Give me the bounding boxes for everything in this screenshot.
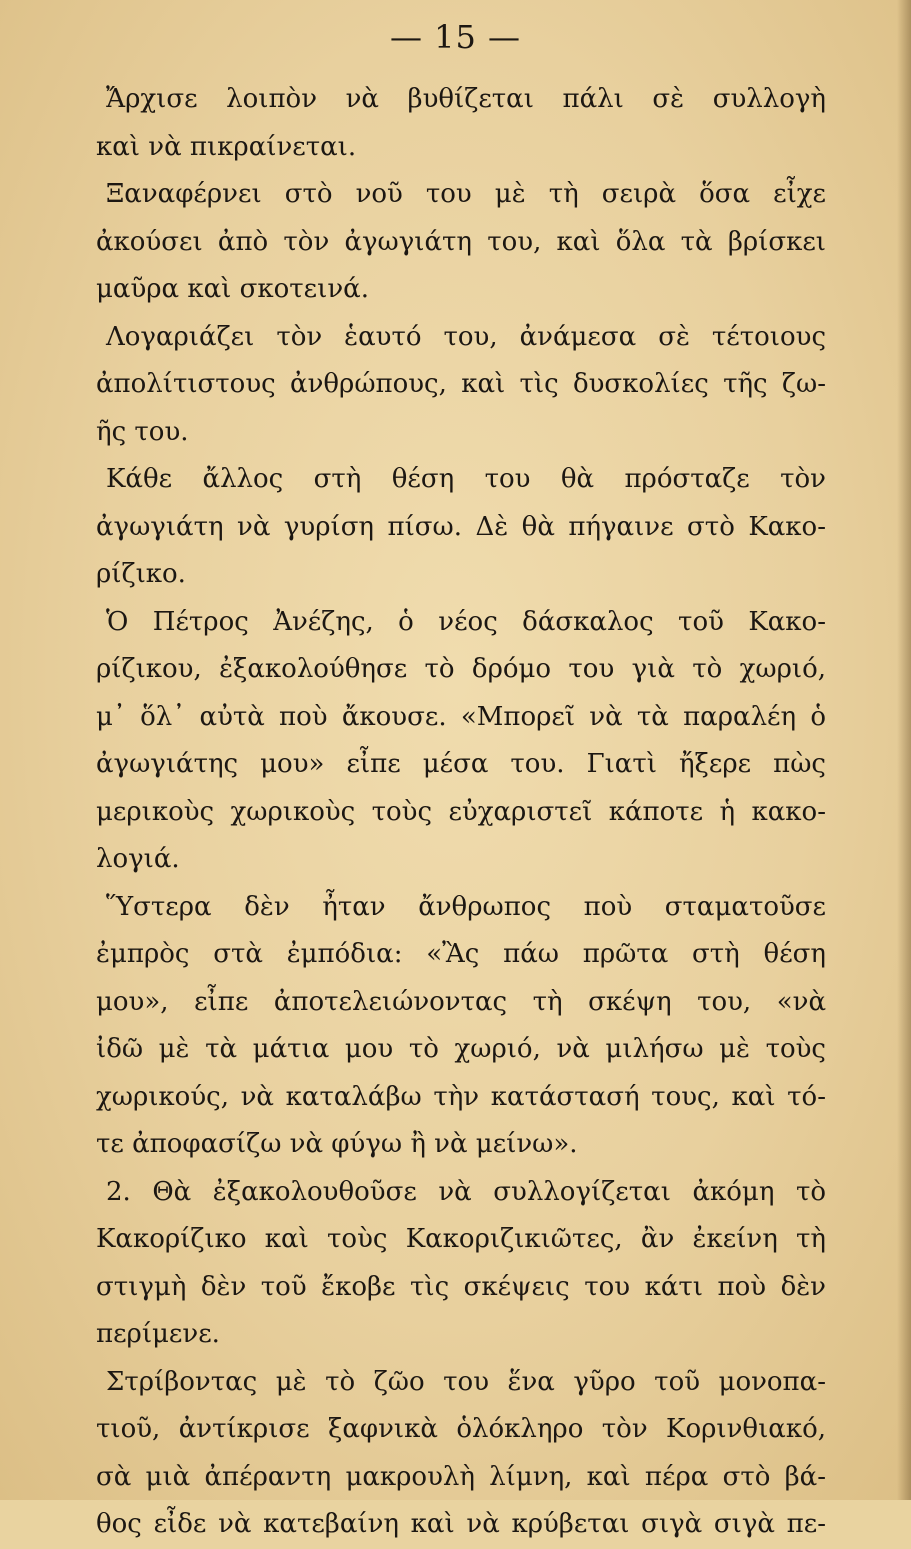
text-line: Στρίβοντας μὲ τὸ ζῶο του ἕνα γῦρο τοῦ μονοπα-	[106, 1366, 826, 1397]
page-edge-shadow	[897, 0, 911, 1500]
text-line: μαῦρα καὶ σκοτεινά.	[96, 274, 369, 304]
text-line: ἀγωγιάτης μου» εἶπε μέσα του. Γιατὶ ἤξερε πὼς	[96, 749, 826, 779]
text-line: ρίζικο.	[96, 559, 186, 589]
text-line: ἐμπρὸς στὰ ἐμπόδια: «Ἂς πάω πρῶτα στὴ θέση	[96, 939, 826, 969]
text-line: 2. Θὰ ἐξακολουθοῦσε νὰ συλλογίζεται ἀκόμη τὸ	[106, 1176, 826, 1207]
text-line: τιοῦ, ἀντίκρισε ξαφνικὰ ὁλόκληρο τὸν Κορινθιακό,	[96, 1414, 826, 1444]
text-line: στιγμὴ δὲν τοῦ ἔκοβε τὶς σκέψεις του κάτι ποὺ δὲν	[96, 1271, 826, 1302]
text-line: Ξαναφέρνει στὸ νοῦ του μὲ τὴ σειρὰ ὅσα εἶχε	[106, 179, 826, 209]
text-line: ἀπολίτιστους ἀνθρώπους, καὶ τὶς δυσκολίες τῆς ζω-	[96, 369, 826, 399]
text-line: ρίζικου, ἐξακολούθησε τὸ δρόμο του γιὰ τὸ χωριό,	[96, 654, 826, 684]
text-line: θος εἶδε νὰ κατεβαίνη καὶ νὰ κρύβεται σιγὰ σιγὰ πε-	[96, 1509, 826, 1539]
text-line: περίμενε.	[96, 1319, 220, 1349]
text-line: καὶ νὰ πικραίνεται.	[96, 131, 357, 162]
text-line: ἰδῶ μὲ τὰ μάτια μου τὸ χωριό, νὰ μιλήσω μὲ τοὺς	[96, 1034, 826, 1064]
text-line: μ᾽ ὅλ᾽ αὐτὰ ποὺ ἄκουσε. «Μπορεῖ νὰ τὰ παραλέη ὁ	[96, 701, 826, 732]
text-line: ἀκούσει ἀπὸ τὸν ἀγωγιάτη του, καὶ ὅλα τὰ βρίσκει	[96, 226, 826, 257]
text-line: τε ἀποφασίζω νὰ φύγω ἢ νὰ μείνω».	[96, 1129, 578, 1159]
text-line: Κακορίζικο καὶ τοὺς Κακοριζικιῶτες, ἂν ἐκείνη τὴ	[96, 1224, 826, 1254]
text-line: μερικοὺς χωρικοὺς τοὺς εὐχαριστεῖ κάποτε ἡ κακο-	[96, 796, 826, 827]
text-line: Ὁ Πέτρος Ἀνέζης, ὁ νέος δάσκαλος τοῦ Κακο-	[106, 606, 826, 637]
text-line: μου», εἶπε ἀποτελειώνοντας τὴ σκέψη του, «νὰ	[96, 986, 826, 1017]
text-line: Λογαριάζει τὸν ἑαυτό του, ἀνάμεσα σὲ τέτοιους	[106, 321, 826, 352]
text-line: ῆς του.	[96, 416, 189, 447]
text-line: λογιά.	[96, 844, 180, 874]
text-line: Κάθε ἄλλος στὴ θέση του θὰ πρόσταζε τὸν	[106, 464, 826, 494]
body-text	[96, 76, 826, 1549]
text-line: Ὕστερα δὲν ἦταν ἄνθρωπος ποὺ σταματοῦσε	[106, 891, 826, 922]
text-line: χωρικούς, νὰ καταλάβω τὴν κατάστασή τους, καὶ τό-	[96, 1081, 826, 1112]
text-line: ἀγωγιάτη νὰ γυρίση πίσω. Δὲ θὰ πήγαινε στὸ Κακο-	[96, 511, 826, 542]
text-line: Ἄρχισε λοιπὸν νὰ βυθίζεται πάλι σὲ συλλογὴ	[106, 84, 826, 114]
text-line: σὰ μιὰ ἀπέραντη μακρουλὴ λίμνη, καὶ πέρα στὸ βά-	[96, 1461, 826, 1492]
page-number: — 15 —	[389, 18, 522, 56]
